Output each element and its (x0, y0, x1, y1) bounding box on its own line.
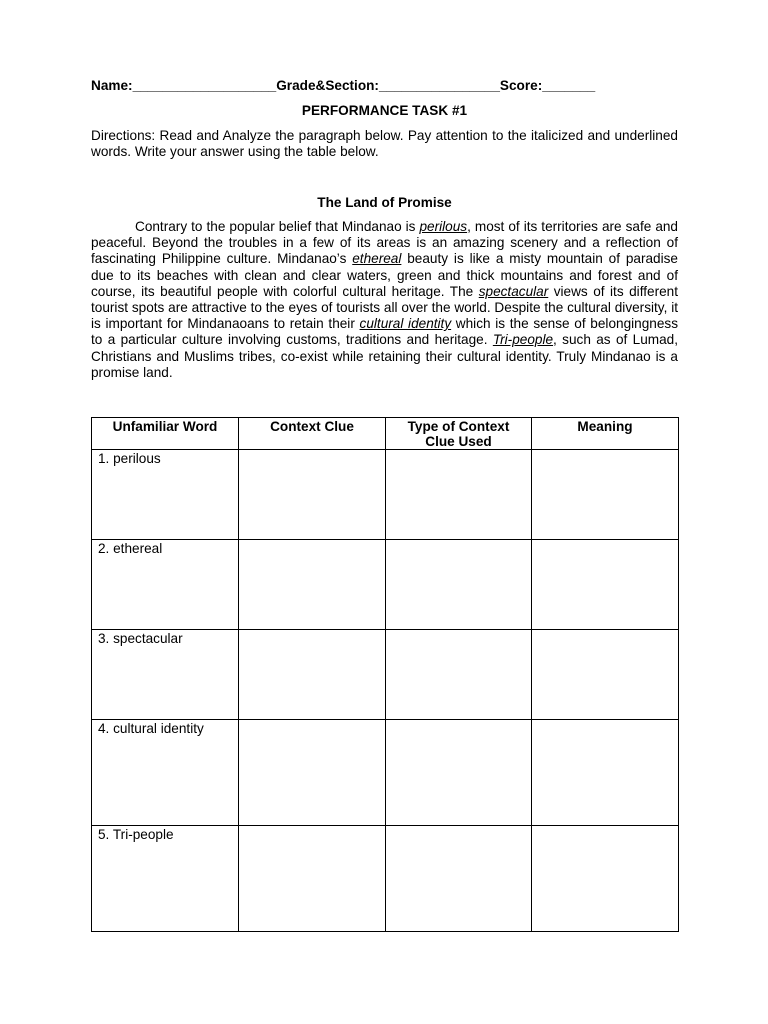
context-clue-cell[interactable] (239, 720, 386, 826)
directions-text: Directions: Read and Analyze the paragraph below. Pay attention to the italicized and underlined words. Write your answer using the table below. (91, 128, 678, 160)
table-header-row (92, 418, 679, 450)
clue-type-cell[interactable] (386, 826, 532, 932)
table-row (92, 720, 679, 826)
context-clue-cell[interactable] (239, 450, 386, 540)
clue-type-cell[interactable] (386, 540, 532, 630)
keyword-spectacular: spectacular (478, 283, 549, 299)
table-row (92, 450, 679, 540)
story-text-2: , most of its territories are safe and peaceful. Beyond the troubles in a few of its areas is an amazing scenery and a reflection of fascinating Philippine culture. Mindanao’s (91, 219, 678, 267)
meaning-cell[interactable] (532, 540, 679, 630)
meaning-cell[interactable] (532, 720, 679, 826)
word-cell: 1. perilous (92, 450, 239, 540)
score-label: Score: (499, 78, 543, 93)
story-title: The Land of Promise (317, 195, 452, 210)
context-clue-cell[interactable] (239, 826, 386, 932)
header-type-line1: Type of Context (407, 419, 510, 434)
word-cell: 3. spectacular (92, 630, 239, 720)
task-title: PERFORMANCE TASK #1 (301, 103, 468, 118)
header-type-of-context-clue (386, 418, 532, 450)
table-row (92, 540, 679, 630)
context-clue-cell[interactable] (239, 630, 386, 720)
story-text-6: , such as of Lumad, Christians and Muslims tribes, co-exist while retaining their cultural identity. Truly Mindanao is a promise land. (91, 332, 678, 380)
answer-table (91, 417, 679, 932)
meaning-cell[interactable] (532, 450, 679, 540)
meaning-cell[interactable] (532, 630, 679, 720)
keyword-perilous: perilous (419, 219, 468, 234)
grade-section-label: Grade&Section: (276, 78, 379, 93)
story-text-3: beauty is like a misty mountain of paradise due to its beaches with clean and clear waters, green and thick mountains and forest and of course, its beautiful people with colorful cultural heritage. The (91, 251, 678, 299)
word-cell: 5. Tri-people (92, 826, 239, 932)
keyword-ethereal: ethereal (352, 251, 402, 267)
score-blank[interactable]: _______ (542, 78, 596, 93)
name-blank[interactable]: ___________________ (132, 78, 277, 93)
story-text-5: which is the sense of belongingness to a particular culture involving customs, traditions and heritage. (91, 316, 678, 348)
clue-type-cell[interactable] (386, 630, 532, 720)
header-unfamiliar-word: Unfamiliar Word (92, 418, 239, 450)
header-meaning: Meaning (532, 418, 679, 450)
meaning-cell[interactable] (532, 826, 679, 932)
clue-type-cell[interactable] (386, 720, 532, 826)
story-text-1: Contrary to the popular belief that Mindanao is (135, 219, 420, 234)
word-cell: 2. ethereal (92, 540, 239, 630)
story-paragraph (91, 219, 678, 381)
header-context-clue: Context Clue (239, 418, 386, 450)
keyword-cultural-identity: cultural identity (359, 316, 452, 332)
keyword-tri-people: Tri-people (492, 332, 554, 348)
story-text-4: views of its different tourist spots are attractive to the eyes of tourists all over the world. Despite the cultural diversity, it is important for Mindanaoans to retain their (91, 283, 678, 332)
word-cell: 4. cultural identity (92, 720, 239, 826)
table-row (92, 826, 679, 932)
clue-type-cell[interactable] (386, 450, 532, 540)
table-row (92, 630, 679, 720)
student-info-line (91, 78, 678, 94)
header-type-line2: Clue Used (425, 434, 492, 449)
grade-section-blank[interactable]: ________________ (378, 78, 500, 93)
name-label: Name: (91, 78, 133, 93)
context-clue-cell[interactable] (239, 540, 386, 630)
